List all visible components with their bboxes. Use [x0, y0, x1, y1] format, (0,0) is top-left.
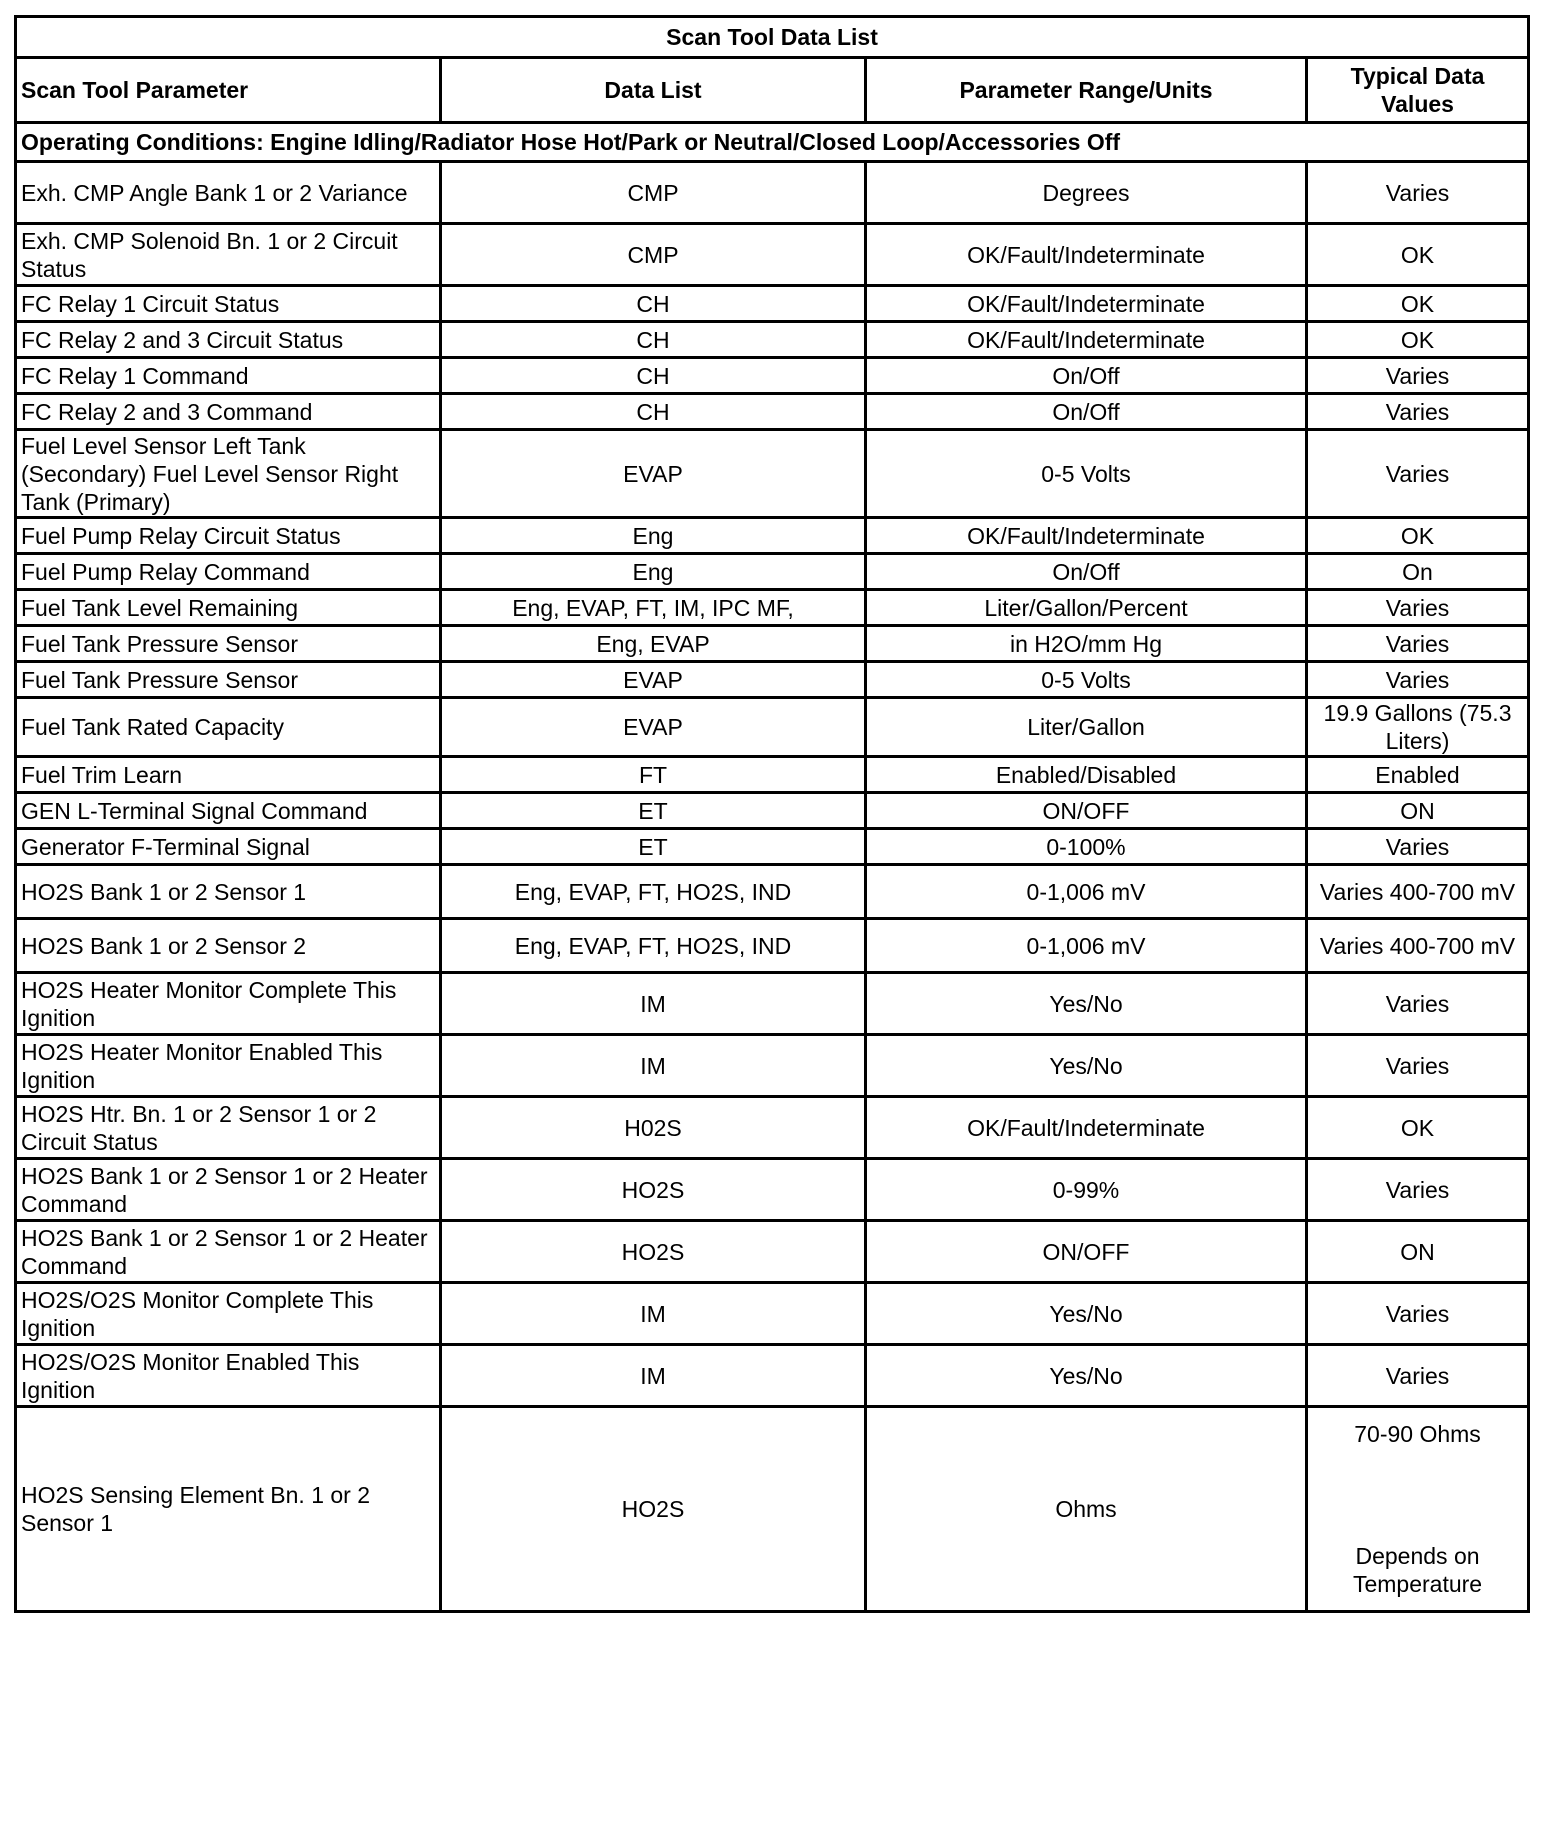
table-row [16, 793, 1529, 829]
cell-typical-value: Enabled [1307, 757, 1529, 793]
cell-range: OK/Fault/Indeterminate [866, 224, 1307, 286]
cell-range: Enabled/Disabled [866, 757, 1307, 793]
cell-range: Yes/No [866, 973, 1307, 1035]
table-row [16, 224, 1529, 286]
cell-typical-value: ON [1307, 1221, 1529, 1283]
table-row [16, 626, 1529, 662]
cell-parameter: Fuel Pump Relay Command [16, 554, 441, 590]
cell-range: 0-1,006 mV [866, 865, 1307, 919]
cell-parameter: Exh. CMP Angle Bank 1 or 2 Variance [16, 162, 441, 224]
cell-data-list: Eng, EVAP, FT, IM, IPC MF, [441, 590, 866, 626]
cell-parameter: HO2S/O2S Monitor Complete This Ignition [16, 1283, 441, 1345]
cell-data-list: Eng, EVAP, FT, HO2S, IND [441, 865, 866, 919]
cell-typical-value: Varies [1307, 662, 1529, 698]
cell-data-list: Eng, EVAP [441, 626, 866, 662]
cell-data-list: HO2S [441, 1221, 866, 1283]
table-row [16, 1035, 1529, 1097]
spacer [1312, 1448, 1523, 1542]
header-parameter-range-units: Parameter Range/Units [866, 58, 1307, 123]
table-row [16, 662, 1529, 698]
cell-range: 0-100% [866, 829, 1307, 865]
cell-parameter: Fuel Tank Rated Capacity [16, 698, 441, 757]
table-row [16, 518, 1529, 554]
cell-data-list: CMP [441, 224, 866, 286]
cell-data-list: IM [441, 973, 866, 1035]
table-row [16, 1221, 1529, 1283]
cell-range: 0-1,006 mV [866, 919, 1307, 973]
cell-typical-value: 19.9 Gallons (75.3 Liters) [1307, 698, 1529, 757]
cell-parameter: Fuel Trim Learn [16, 757, 441, 793]
table-row [16, 394, 1529, 430]
cell-range: Degrees [866, 162, 1307, 224]
operating-conditions: Operating Conditions: Engine Idling/Radiator Hose Hot/Park or Neutral/Closed Loop/Accessories Off [16, 123, 1529, 162]
cell-typical-value: OK [1307, 322, 1529, 358]
cell-range: Ohms [866, 1407, 1307, 1612]
cell-data-list: ET [441, 793, 866, 829]
cell-data-list: HO2S [441, 1159, 866, 1221]
cell-typical-value: Varies [1307, 626, 1529, 662]
cell-data-list: CH [441, 286, 866, 322]
cell-data-list: EVAP [441, 430, 866, 518]
cell-range: Liter/Gallon/Percent [866, 590, 1307, 626]
cell-typical-value: Varies 400-700 mV [1307, 919, 1529, 973]
cell-parameter: HO2S Bank 1 or 2 Sensor 1 [16, 865, 441, 919]
cell-range: OK/Fault/Indeterminate [866, 322, 1307, 358]
cell-parameter: Fuel Tank Pressure Sensor [16, 662, 441, 698]
cell-parameter: HO2S Heater Monitor Complete This Ignition [16, 973, 441, 1035]
cell-typical-value: Varies [1307, 1345, 1529, 1407]
cell-typical-value: Varies [1307, 973, 1529, 1035]
table-row [16, 1407, 1529, 1612]
cell-data-list: IM [441, 1035, 866, 1097]
typical-value-resistance: 70-90 Ohms [1354, 1421, 1481, 1447]
cell-data-list: CH [441, 322, 866, 358]
table-row [16, 358, 1529, 394]
table-row [16, 829, 1529, 865]
cell-typical-value: ON [1307, 793, 1529, 829]
cell-data-list: Eng [441, 554, 866, 590]
cell-parameter: FC Relay 2 and 3 Circuit Status [16, 322, 441, 358]
cell-parameter: HO2S Heater Monitor Enabled This Ignition [16, 1035, 441, 1097]
cell-parameter: FC Relay 1 Command [16, 358, 441, 394]
cell-data-list: CMP [441, 162, 866, 224]
cell-typical-value: OK [1307, 286, 1529, 322]
cell-parameter: Fuel Level Sensor Left Tank (Secondary) Fuel Level Sensor Right Tank (Primary) [16, 430, 441, 518]
table-body [16, 17, 1529, 1612]
table-row [16, 430, 1529, 518]
table-row [16, 1159, 1529, 1221]
cell-parameter: HO2S Sensing Element Bn. 1 or 2 Sensor 1 [16, 1407, 441, 1612]
cell-typical-value: Varies [1307, 1035, 1529, 1097]
cell-typical-value: Varies 400-700 mV [1307, 865, 1529, 919]
title-row [16, 17, 1529, 58]
cell-parameter: Fuel Tank Pressure Sensor [16, 626, 441, 662]
scan-tool-data-table [14, 15, 1530, 1613]
table-row [16, 919, 1529, 973]
cell-typical-value: Varies [1307, 162, 1529, 224]
cell-range: ON/OFF [866, 793, 1307, 829]
cell-typical-value: OK [1307, 1097, 1529, 1159]
cell-data-list: EVAP [441, 662, 866, 698]
cell-typical-value: OK [1307, 518, 1529, 554]
cell-range: in H2O/mm Hg [866, 626, 1307, 662]
cell-typical-value: Varies [1307, 590, 1529, 626]
table-row [16, 162, 1529, 224]
typical-value-note: Depends on Temperature [1352, 1543, 1483, 1597]
header-row [16, 58, 1529, 123]
cell-range: 0-5 Volts [866, 430, 1307, 518]
cell-range: Yes/No [866, 1035, 1307, 1097]
cell-data-list: ET [441, 829, 866, 865]
cell-range: 0-5 Volts [866, 662, 1307, 698]
cell-range: Yes/No [866, 1345, 1307, 1407]
table-row [16, 286, 1529, 322]
cell-typical-value: On [1307, 554, 1529, 590]
cell-typical-value: Varies [1307, 394, 1529, 430]
cell-data-list: Eng [441, 518, 866, 554]
cell-range: ON/OFF [866, 1221, 1307, 1283]
table-title: Scan Tool Data List [16, 17, 1529, 58]
cell-parameter: FC Relay 2 and 3 Command [16, 394, 441, 430]
cell-range: 0-99% [866, 1159, 1307, 1221]
cell-range: Liter/Gallon [866, 698, 1307, 757]
cell-range: On/Off [866, 554, 1307, 590]
cell-parameter: Fuel Tank Level Remaining [16, 590, 441, 626]
cell-typical-value: Varies [1307, 829, 1529, 865]
cell-typical-value: Varies [1307, 1159, 1529, 1221]
cell-data-list: FT [441, 757, 866, 793]
table-row [16, 554, 1529, 590]
cell-range: On/Off [866, 358, 1307, 394]
cell-typical-value: Varies [1307, 358, 1529, 394]
cell-data-list: Eng, EVAP, FT, HO2S, IND [441, 919, 866, 973]
table-row [16, 1345, 1529, 1407]
operating-conditions-row [16, 123, 1529, 162]
cell-data-list: IM [441, 1345, 866, 1407]
cell-data-list: CH [441, 394, 866, 430]
table-row [16, 698, 1529, 757]
table-row [16, 322, 1529, 358]
table-row [16, 1283, 1529, 1345]
cell-range: On/Off [866, 394, 1307, 430]
header-data-list: Data List [441, 58, 866, 123]
cell-typical-value: OK [1307, 224, 1529, 286]
cell-parameter: HO2S Bank 1 or 2 Sensor 1 or 2 Heater Command [16, 1159, 441, 1221]
cell-parameter: FC Relay 1 Circuit Status [16, 286, 441, 322]
header-scan-tool-parameter: Scan Tool Parameter [16, 58, 441, 123]
cell-parameter: HO2S Bank 1 or 2 Sensor 1 or 2 Heater Command [16, 1221, 441, 1283]
header-typical-data-values: Typical Data Values [1307, 58, 1529, 123]
cell-parameter: GEN L-Terminal Signal Command [16, 793, 441, 829]
cell-typical-value [1307, 1407, 1529, 1612]
cell-data-list: HO2S [441, 1407, 866, 1612]
cell-range: OK/Fault/Indeterminate [866, 286, 1307, 322]
cell-data-list: H02S [441, 1097, 866, 1159]
cell-parameter: Generator F-Terminal Signal [16, 829, 441, 865]
cell-data-list: EVAP [441, 698, 866, 757]
cell-data-list: CH [441, 358, 866, 394]
cell-typical-value: Varies [1307, 1283, 1529, 1345]
cell-range: Yes/No [866, 1283, 1307, 1345]
cell-typical-value: Varies [1307, 430, 1529, 518]
cell-parameter: HO2S/O2S Monitor Enabled This Ignition [16, 1345, 441, 1407]
cell-parameter: HO2S Htr. Bn. 1 or 2 Sensor 1 or 2 Circuit Status [16, 1097, 441, 1159]
cell-data-list: IM [441, 1283, 866, 1345]
table-row [16, 757, 1529, 793]
cell-parameter: Exh. CMP Solenoid Bn. 1 or 2 Circuit Status [16, 224, 441, 286]
table-row [16, 973, 1529, 1035]
table-row [16, 865, 1529, 919]
table-row [16, 590, 1529, 626]
cell-range: OK/Fault/Indeterminate [866, 1097, 1307, 1159]
cell-parameter: Fuel Pump Relay Circuit Status [16, 518, 441, 554]
cell-parameter: HO2S Bank 1 or 2 Sensor 2 [16, 919, 441, 973]
cell-range: OK/Fault/Indeterminate [866, 518, 1307, 554]
table-row [16, 1097, 1529, 1159]
